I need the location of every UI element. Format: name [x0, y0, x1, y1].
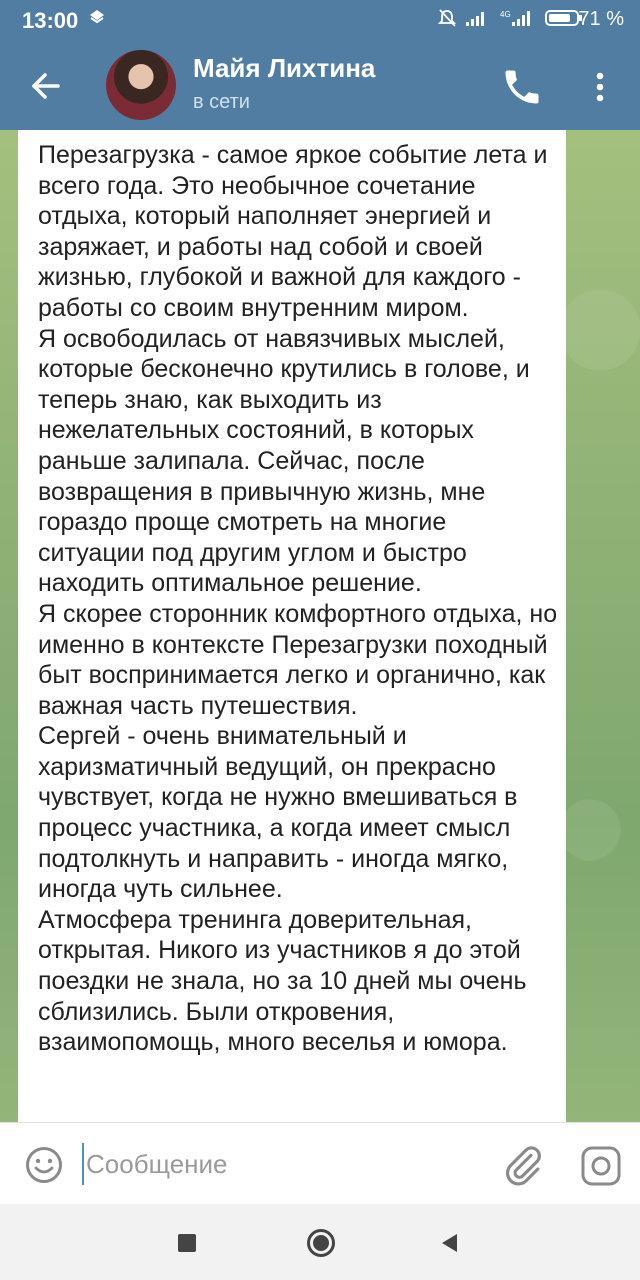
message-paragraph: Сергей - очень внимательный и харизматичный ведущий, он прекрасно чувствует, когда не нужно вмешиваться в процесс участника, а когда имеет смысл подтолкнуть и направить - иногда мягко, иногда чуть сильнее.: [38, 722, 518, 904]
signal-icon: [464, 8, 490, 33]
system-nav-bar: [0, 1204, 640, 1280]
back-icon[interactable]: [440, 1233, 460, 1253]
emoji-button[interactable]: [24, 1145, 64, 1185]
message-input[interactable]: [82, 1143, 468, 1185]
status-time: 13:00: [22, 8, 79, 33]
phone-icon: [500, 65, 544, 109]
recents-icon[interactable]: [178, 1234, 196, 1252]
chat-header: [0, 40, 640, 130]
emoji-icon: [24, 1145, 64, 1185]
battery-icon: [545, 8, 583, 33]
message-paragraph: Перезагрузка - самое яркое событие лета и всего года. Это необычное сочетание отдыха, который наполняет энергией и заряжает, и работы над собой и своей жизнью, глубокой и важной для каждого - работы со своим внутренним миром.: [38, 141, 548, 322]
home-icon[interactable]: [306, 1228, 336, 1258]
chat-area[interactable]: [0, 130, 640, 1122]
camera-button[interactable]: [580, 1145, 622, 1187]
back-arrow-icon: [22, 62, 70, 110]
avatar[interactable]: [106, 50, 176, 120]
message-bubble[interactable]: [18, 130, 566, 1122]
message-paragraph: Я освободилась от навязчивых мыслей, которые бесконечно крутились в голове, и теперь знаю, как выходить из нежелательных состояний, в которых раньше залипала. Сейчас, после возвращения в привычную жизнь, мне гораздо проще смотреть на многие ситуации под другим углом и быстро находить оптимальное решение.: [38, 324, 530, 598]
message-paragraph: Атмосфера тренинга доверительная, открытая. Никого из участников я до этой поездки не знала, но за 10 дней мы очень сблизились. Были откровения, взаимопомощь, много веселья и юмора.: [38, 905, 527, 1057]
call-button[interactable]: [500, 65, 544, 109]
back-button[interactable]: [22, 62, 70, 110]
contact-status: в сети: [193, 91, 250, 113]
contact-name[interactable]: Майя Лихтина: [193, 53, 376, 83]
4g-signal-icon: [500, 8, 536, 33]
attach-button[interactable]: [502, 1143, 544, 1187]
attach-icon: [502, 1143, 544, 1187]
battery-level: 71 %: [578, 8, 624, 30]
message-paragraph: Я скорее сторонник комфортного отдыха, но именно в контексте Перезагрузки походный быт воспринимается легко и органично, как важная часть путешествия.: [38, 599, 558, 720]
more-options-button[interactable]: [585, 65, 615, 109]
message-text: [38, 140, 558, 1058]
svg-text:4G: 4G: [500, 10, 511, 19]
message-input-bar: [0, 1122, 640, 1205]
camera-icon: [580, 1145, 622, 1187]
more-vert-icon: [585, 65, 615, 109]
status-bar: [0, 0, 640, 40]
mute-icon: [437, 8, 457, 33]
data-saver-icon: [88, 8, 106, 31]
